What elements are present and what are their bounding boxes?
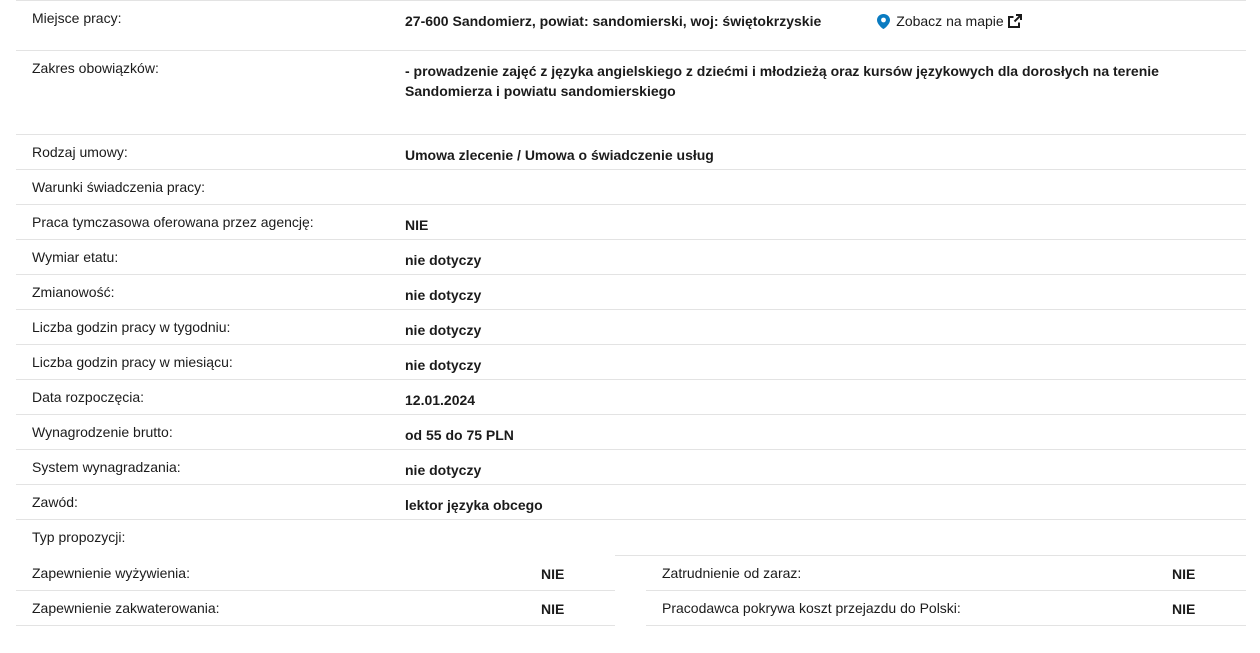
row-hours-week [16, 310, 1246, 345]
salary-value: od 55 do 75 PLN [405, 427, 514, 443]
proposal-columns [16, 555, 1246, 626]
travel-cost-label: Pracodawca pokrywa koszt przejazdu do Polski: [662, 600, 961, 616]
work-conditions-label: Warunki świadczenia pracy: [32, 179, 205, 195]
travel-cost-value: NIE [1172, 601, 1196, 617]
row-salary [16, 415, 1246, 450]
row-pay-system [16, 450, 1246, 485]
shifts-value: nie dotyczy [405, 287, 482, 303]
start-date-label: Data rozpoczęcia: [32, 389, 145, 405]
immediate-hire-label: Zatrudnienie od zaraz: [662, 565, 802, 581]
proposal-left-column [16, 555, 615, 626]
proposal-right-column [646, 555, 1246, 626]
row-location [16, 1, 1246, 51]
profession-label: Zawód: [32, 494, 78, 510]
duties-value: - prowadzenie zajęć z języka angielskiego z dziećmi i młodzieżą oraz kursów językowych dla dorosłych na terenie Sandomierza i powiatu sandomierskiego [405, 63, 1159, 99]
temp-agency-value: NIE [405, 217, 429, 233]
proposal-type-label: Typ propozycji: [32, 529, 126, 545]
pay-system-label: System wynagradzania: [32, 459, 181, 475]
external-link-icon [1008, 14, 1022, 28]
accommodation-value: NIE [541, 601, 565, 617]
proposal-row-accommodation [16, 591, 615, 626]
pay-system-value: nie dotyczy [405, 462, 482, 478]
profession-value: lektor języka obcego [405, 497, 543, 513]
contract-type-value: Umowa zlecenie / Umowa o świadczenie usług [405, 147, 714, 163]
row-duties [16, 51, 1246, 135]
hours-month-value: nie dotyczy [405, 357, 482, 373]
row-proposal-type [16, 520, 1246, 555]
row-temp-agency [16, 205, 1246, 240]
work-time-value: nie dotyczy [405, 252, 482, 268]
start-date-value: 12.01.2024 [405, 392, 476, 408]
row-work-time [16, 240, 1246, 275]
meals-label: Zapewnienie wyżywienia: [32, 565, 190, 581]
accommodation-label: Zapewnienie zakwaterowania: [32, 600, 220, 616]
row-hours-month [16, 345, 1246, 380]
row-work-conditions [16, 170, 1246, 205]
work-time-label: Wymiar etatu: [32, 249, 119, 265]
row-profession [16, 485, 1246, 520]
location-value-wrap [405, 1, 1246, 31]
hours-week-label: Liczba godzin pracy w tygodniu: [32, 319, 231, 335]
salary-label: Wynagrodzenie brutto: [32, 424, 173, 440]
column-divider [615, 555, 646, 556]
contract-type-label: Rodzaj umowy: [32, 144, 128, 160]
proposal-row-immediate-hire [646, 556, 1246, 591]
meals-value: NIE [541, 566, 565, 582]
proposal-row-meals [16, 556, 615, 591]
row-contract-type [16, 135, 1246, 170]
shifts-label: Zmianowość: [32, 284, 115, 300]
row-start-date [16, 380, 1246, 415]
row-shifts [16, 275, 1246, 310]
hours-week-value: nie dotyczy [405, 322, 482, 338]
work-conditions-value [405, 170, 1246, 180]
location-value: 27-600 Sandomierz, powiat: sandomierski, woj: świętokrzyskie [405, 13, 822, 29]
map-pin-icon [877, 14, 890, 29]
location-label: Miejsce pracy: [32, 10, 122, 26]
proposal-row-travel-cost [646, 591, 1246, 626]
job-details-table [16, 0, 1246, 626]
hours-month-label: Liczba godzin pracy w miesiącu: [32, 354, 233, 370]
temp-agency-label: Praca tymczasowa oferowana przez agencję: [32, 214, 314, 230]
duties-label: Zakres obowiązków: [32, 60, 159, 76]
map-link-label: Zobacz na mapie [896, 13, 1004, 29]
map-link[interactable] [877, 11, 1021, 31]
immediate-hire-value: NIE [1172, 566, 1196, 582]
